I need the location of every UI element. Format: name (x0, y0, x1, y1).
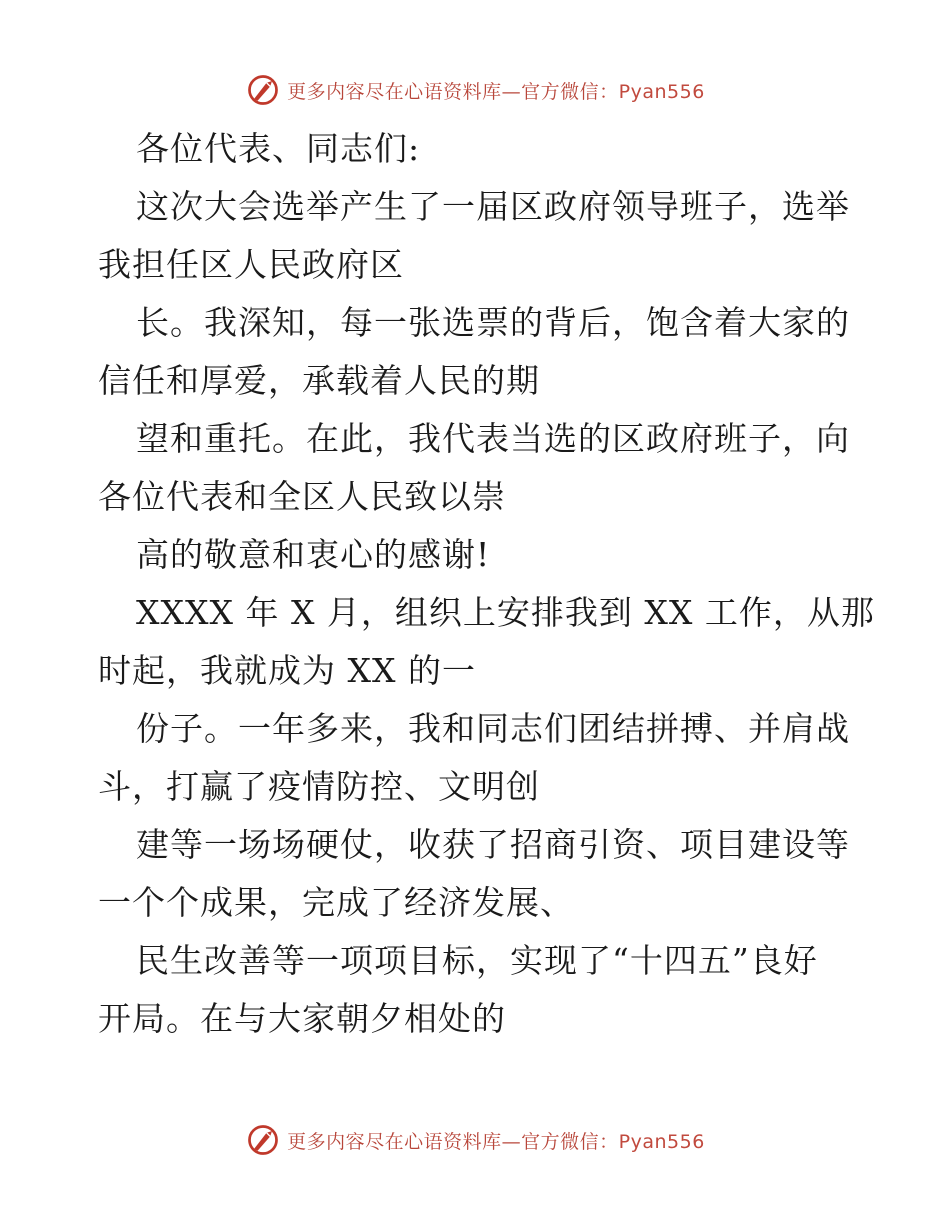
document-body (98, 120, 875, 1048)
paragraph-line: 建等一场场硬仗，收获了招商引资、项目建设等 (136, 825, 850, 864)
paragraph-line: 开局。在与大家朝夕相处的 (98, 999, 506, 1038)
header-wechat-id: Pyan556 (618, 80, 705, 103)
paragraph-line: 时起，我就成为 XX 的一 (98, 651, 476, 690)
paragraph-line: 信任和厚爱，承载着人民的期 (98, 361, 540, 400)
paragraph-line: 斗，打赢了疫情防控、文明创 (98, 767, 540, 806)
paragraph-line: 一个个成果，完成了经济发展、 (98, 883, 574, 922)
paragraph-line: 各位代表和全区人民致以崇 (98, 477, 506, 516)
header-banner-label: 更多内容尽在心语资料库—官方微信： (287, 80, 619, 103)
paragraph-line: 这次大会选举产生了一届区政府领导班子，选举 (136, 187, 850, 226)
quill-pen-logo-icon (245, 72, 281, 108)
footer-banner (0, 1120, 950, 1160)
paragraph-line: XXXX 年 X 月，组织上安排我到 XX 工作，从那 (136, 593, 875, 632)
paragraph-line: 民生改善等一项项目标，实现了“十四五”良好 (136, 941, 818, 980)
paragraph-line: 望和重托。在此，我代表当选的区政府班子，向 (136, 419, 850, 458)
paragraph-line: 长。我深知，每一张选票的背后，饱含着大家的 (136, 303, 850, 342)
quill-pen-logo-icon (245, 1122, 281, 1158)
header-banner-text (287, 77, 705, 104)
header-banner (0, 70, 950, 110)
paragraph-line: 份子。一年多来，我和同志们团结拼搏、并肩战 (136, 709, 850, 748)
paragraph-line: 我担任区人民政府区 (98, 245, 404, 284)
footer-wechat-id: Pyan556 (618, 1130, 705, 1153)
paragraph-line: 高的敬意和衷心的感谢! (136, 535, 491, 574)
paragraph-line: 各位代表、同志们: (136, 129, 421, 168)
footer-banner-label: 更多内容尽在心语资料库—官方微信： (287, 1130, 619, 1153)
footer-banner-text (287, 1127, 705, 1154)
